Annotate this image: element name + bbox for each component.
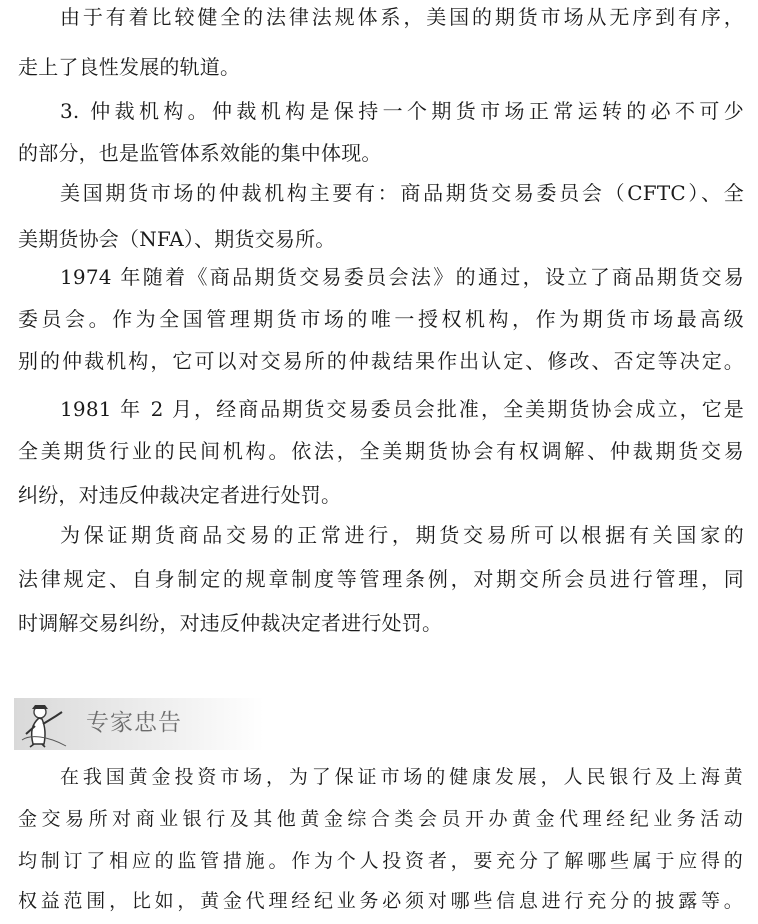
body-text-line: 1974 年随着《商品期货交易委员会法》的通过，设立了商品期货交易 (60, 265, 744, 289)
body-text-line: 由于有着比较健全的法律法规体系，美国的期货市场从无序到有序， (60, 5, 744, 29)
body-text-line: 走上了良性发展的轨道。 (18, 55, 241, 79)
body-text-line: 法律规定、自身制定的规章制度等管理条例，对期交所会员进行管理，同 (18, 567, 744, 591)
body-text-line: 委员会。作为全国管理期货市场的唯一授权机构，作为期货市场最高级 (18, 307, 744, 331)
body-text-line: 纠纷，对违反仲裁决定者进行处罚。 (18, 483, 342, 507)
expert-tip-header (14, 698, 264, 750)
body-text-line: 别的仲裁机构，它可以对交易所的仲裁结果作出认定、修改、否定等决定。 (18, 349, 744, 373)
tip-text-line: 权益范围，比如，黄金代理经纪业务必须对哪些信息进行充分的披露等。 (18, 890, 744, 912)
advisor-figure-icon (18, 700, 68, 748)
tip-text-line: 在我国黄金投资市场，为了保证市场的健康发展，人民银行及上海黄 (60, 766, 744, 788)
body-text-line: 的部分，也是监管体系效能的集中体现。 (18, 141, 382, 165)
expert-tip-title: 专家忠告 (86, 710, 182, 736)
section-heading-line: 3. 仲裁机构。仲裁机构是保持一个期货市场正常运转的必不可少 (60, 99, 744, 123)
body-text-line: 美国期货市场的仲裁机构主要有：商品期货交易委员会（CFTC）、全 (60, 181, 744, 205)
body-text-line: 美期货协会（NFA）、期货交易所。 (18, 227, 336, 251)
body-text-line: 全美期货行业的民间机构。依法，全美期货协会有权调解、仲裁期货交易 (18, 439, 744, 463)
body-text-line: 时调解交易纠纷，对违反仲裁决定者进行处罚。 (18, 611, 443, 635)
body-text-line: 1981 年 2 月，经商品期货交易委员会批准，全美期货协会成立，它是 (60, 397, 744, 421)
body-text-line: 为保证期货商品交易的正常进行，期货交易所可以根据有关国家的 (60, 523, 744, 547)
tip-text-line: 金交易所对商业银行及其他黄金综合类会员开办黄金代理经纪业务活动 (18, 808, 744, 830)
tip-text-line: 均制订了相应的监管措施。作为个人投资者，要充分了解哪些属于应得的 (18, 850, 744, 872)
